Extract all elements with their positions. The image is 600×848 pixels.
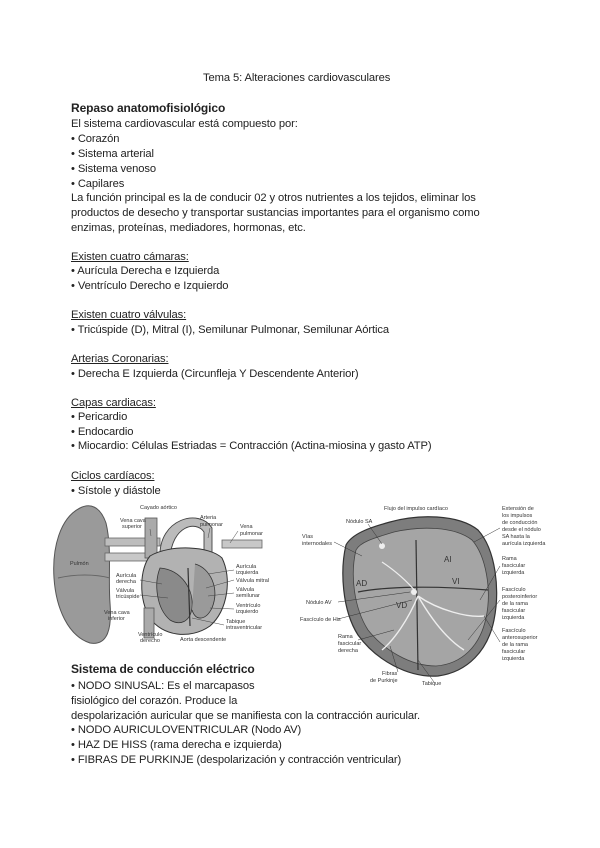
svg-text:internodales: internodales — [302, 541, 332, 547]
list-item: • Endocardio — [71, 426, 134, 438]
label-flujo: Flujo del impulso cardíaco — [384, 506, 448, 512]
label-arteria: Arteria — [200, 515, 217, 521]
page-title: Tema 5: Alteraciones cardiovasculares — [203, 72, 391, 84]
label-cayado: Cayado aórtico — [140, 505, 177, 511]
svg-text:anterosuperior: anterosuperior — [502, 635, 538, 641]
label-rama-izq: Rama — [502, 556, 517, 562]
list-item: • Capilares — [71, 178, 125, 190]
label-vena-cava-sup: Vena cava — [120, 518, 146, 524]
list-item: • Ventrículo Derecho e Izquierdo — [71, 280, 229, 292]
svg-text:fascicular: fascicular — [502, 563, 526, 569]
svg-text:izquierdo: izquierdo — [236, 609, 259, 615]
section-heading-coronarias: Arterias Coronarias: — [71, 353, 169, 365]
list-item: • Sistema arterial — [71, 148, 154, 160]
svg-text:fascicular: fascicular — [338, 641, 362, 647]
svg-text:derecha: derecha — [116, 579, 136, 585]
svg-text:inferior: inferior — [108, 616, 125, 622]
svg-text:izquierda: izquierda — [502, 656, 525, 662]
section-heading-conduccion: Sistema de conducción eléctrico — [71, 662, 255, 676]
label-fasciculo-his: Fascículo de His — [300, 617, 341, 623]
conduction-system-figure — [298, 500, 568, 690]
section-heading-valvulas: Existen cuatro válvulas: — [71, 309, 187, 321]
list-item: • NODO AURICULOVENTRICULAR (Nodo AV) — [71, 724, 302, 736]
label-valvula-tri: Válvula — [116, 588, 135, 594]
svg-text:posteroinferior: posteroinferior — [502, 594, 538, 600]
label-valvula-mitral: Válvula mitral — [236, 578, 270, 584]
label-vena-pulmonar: Vena — [240, 524, 253, 530]
label-nodulo-av: Nódulo AV — [306, 600, 332, 606]
list-item: • Sístole y diástole — [71, 485, 161, 497]
label-fasciculo-post: Fascículo — [502, 587, 526, 593]
section-heading-capas: Capas cardiacas: — [71, 397, 156, 409]
list-item: • FIBRAS DE PURKINJE (despolarización y contracción ventricular) — [71, 754, 402, 766]
paragraph-line: productos de desecho y transportar sustancias importantes para el organismo como — [71, 207, 480, 219]
section-heading-camaras: Existen cuatro cámaras: — [71, 251, 189, 263]
svg-text:fascicular: fascicular — [502, 649, 526, 655]
label-ai: AI — [444, 555, 452, 564]
svg-text:de Purkinje: de Purkinje — [370, 678, 398, 684]
svg-text:izquierda: izquierda — [502, 570, 525, 576]
repaso-intro: El sistema cardiovascular está compuesto por: — [71, 118, 298, 130]
label-vd: VD — [396, 601, 408, 610]
label-valvula-semilunar: Válvula — [236, 587, 255, 593]
label-auricula-i: Aurícula — [236, 564, 257, 570]
list-item: • HAZ DE HISS (rama derecha e izquierda) — [71, 739, 282, 751]
heart-anatomy-figure — [50, 498, 290, 648]
list-item: • Sistema venoso — [71, 163, 157, 175]
label-auricula-d: Aurícula — [116, 573, 137, 579]
label-tabique: Tabique — [422, 681, 442, 687]
label-aorta-desc: Aorta descendente — [180, 637, 227, 643]
svg-text:izquierda: izquierda — [502, 615, 525, 621]
svg-text:aurícula izquierda: aurícula izquierda — [502, 541, 546, 547]
svg-text:derecha: derecha — [338, 648, 358, 654]
label-ad: AD — [356, 579, 368, 588]
label-fasciculo-ant: Fascículo — [502, 628, 526, 634]
svg-text:pulmonar: pulmonar — [200, 522, 223, 528]
svg-text:SA hasta la: SA hasta la — [502, 534, 530, 540]
label-fibras: Fibras — [382, 671, 398, 677]
vena-cava-superior — [145, 518, 157, 558]
section-heading-repaso: Repaso anatomofisiológico — [71, 101, 226, 115]
label-rama-der: Rama — [338, 634, 353, 640]
svg-text:semilunar: semilunar — [236, 593, 260, 599]
svg-text:tricúspide: tricúspide — [116, 594, 140, 600]
label-vena-cava-inf: Vena cava — [104, 610, 130, 616]
svg-text:de la rama: de la rama — [502, 642, 528, 648]
svg-text:fascicular: fascicular — [502, 608, 526, 614]
svg-text:intraventricular: intraventricular — [226, 625, 263, 631]
svg-text:los impulsos: los impulsos — [502, 513, 533, 519]
svg-text:de conducción: de conducción — [502, 520, 538, 526]
list-item: • Miocardio: Células Estriadas = Contracción (Actina-miosina y gasto ATP) — [71, 440, 432, 452]
label-ventriculo-i: Ventrículo — [236, 603, 261, 609]
paragraph-line: fisiológico del corazón. Produce la — [71, 695, 238, 707]
paragraph-line: enzimas, proteínas, mediadores, hormonas, etc. — [71, 222, 306, 234]
label-vi: VI — [452, 577, 460, 586]
paragraph-line: • NODO SINUSAL: Es el marcapasos — [71, 680, 255, 692]
svg-text:izquierda: izquierda — [236, 570, 259, 576]
list-item: • Corazón — [71, 133, 120, 145]
label-extension: Extensión de — [502, 506, 534, 512]
list-item: • Tricúspide (D), Mitral (I), Semilunar Pulmonar, Semilunar Aórtica — [71, 324, 390, 336]
svg-text:pulmonar: pulmonar — [240, 531, 263, 537]
list-item: • Derecha E Izquierda (Circunfleja Y Descendente Anterior) — [71, 368, 359, 380]
label-vias: Vías — [302, 534, 314, 540]
paragraph-line: despolarización auricular que se manifiesta con la contracción auricular. — [71, 710, 421, 722]
paragraph-line: La función principal es la de conducir 02 y otros nutrientes a los tejidos, eliminar los — [71, 192, 476, 204]
label-tabique: Tabique — [226, 619, 246, 625]
svg-text:superior: superior — [122, 524, 142, 530]
label-ventriculo-d: Ventrículo — [138, 632, 163, 638]
svg-text:desde el nódulo: desde el nódulo — [502, 527, 541, 533]
label-nodulo-sa: Nódulo SA — [346, 519, 373, 525]
section-heading-ciclos: Ciclos cardíacos: — [71, 470, 155, 482]
list-item: • Aurícula Derecha e Izquierda — [71, 265, 220, 277]
svg-text:derecho: derecho — [140, 638, 160, 644]
label-pulmon: Pulmón — [70, 561, 89, 567]
svg-text:de la rama: de la rama — [502, 601, 528, 607]
nodulo-av-dot — [411, 589, 417, 595]
list-item: • Pericardio — [71, 411, 128, 423]
